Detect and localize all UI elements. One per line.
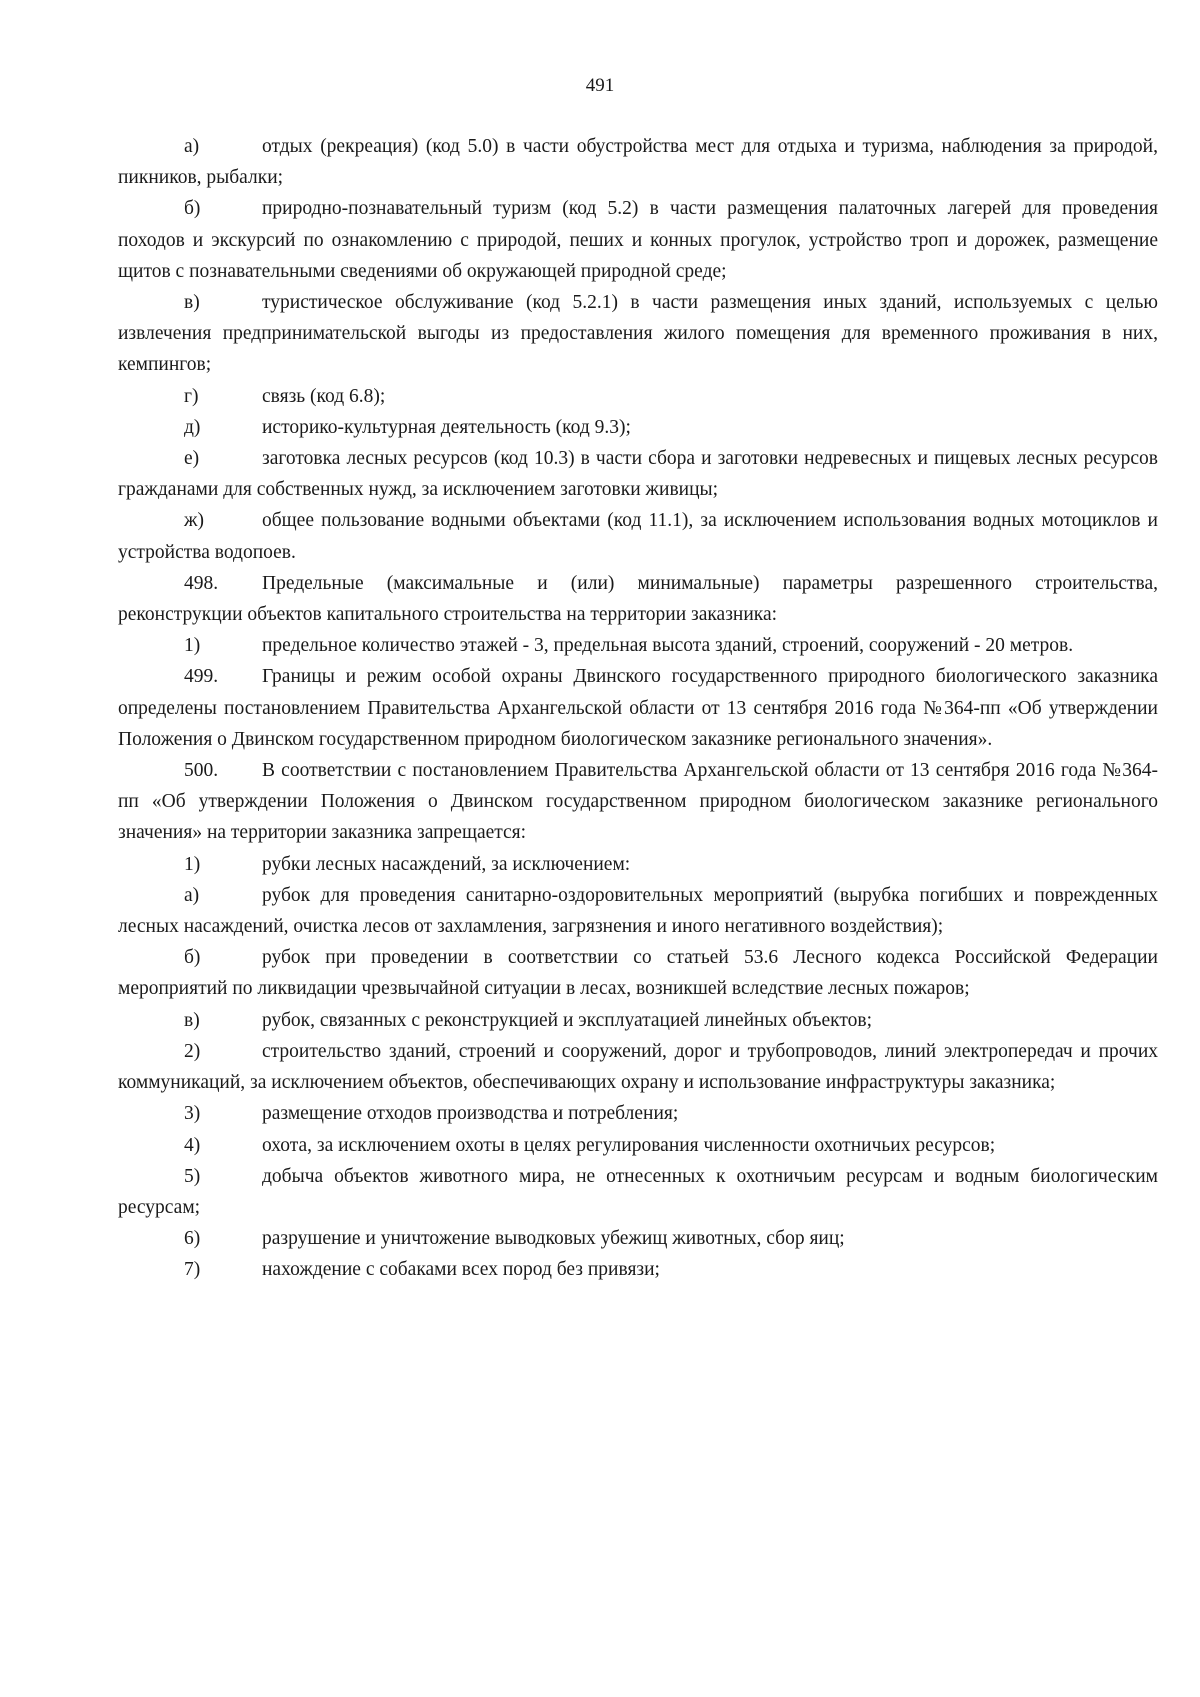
article-number: 500. [184,760,219,782]
list-item [118,1130,1158,1161]
list-item [118,630,1158,661]
list-item-text: нахождение с собаками всех пород без привязи; [262,1259,660,1281]
document-body [118,131,1158,1286]
article-text: В соответствии с постановлением Правительства Архангельской области от 13 сентября 2016 года №364-пп «Об утверждении Положения о Двинском государственном природном биологическом заказнике регионального значения» на территории заказника запрещается: [118,760,1158,844]
list-item-text: заготовка лесных ресурсов (код 10.3) в части сбора и заготовки недревесных и пищевых лесных ресурсов гражданами для собственных нужд, за исключением заготовки живицы; [118,448,1158,501]
list-item-text: размещение отходов производства и потребления; [262,1103,679,1125]
page-number: 491 [585,75,615,96]
list-item-text: рубки лесных насаждений, за исключением: [262,853,631,875]
list-marker: 1) [184,635,201,657]
list-marker: д) [184,416,201,438]
list-marker: 2) [184,1040,201,1062]
list-item-text: охота, за исключением охоты в целях регулирования численности охотничьих ресурсов; [262,1134,996,1156]
list-marker: в) [184,292,200,314]
list-item [118,849,1158,880]
list-marker: г) [184,385,199,407]
list-item-text: историко-культурная деятельность (код 9.3); [262,416,631,438]
list-item-text: связь (код 6.8); [262,385,386,407]
list-item-text: разрушение и уничтожение выводковых убежищ животных, сбор яиц; [262,1228,845,1250]
list-item-text: рубок, связанных с реконструкцией и эксплуатацией линейных объектов; [262,1009,873,1031]
list-item [118,193,1158,287]
article-paragraph [118,568,1158,630]
article-paragraph [118,661,1158,755]
list-item [118,505,1158,567]
list-item [118,412,1158,443]
article-text: Предельные (максимальные и (или) минимальные) параметры разрешенного строительства, реконструкции объектов капитального строительства на территории заказника: [118,572,1158,626]
list-item [118,1036,1158,1098]
list-item [118,287,1158,381]
list-marker: 1) [184,853,201,875]
list-item-text: предельное количество этажей - 3, предельная высота зданий, строений, сооружений - 20 метров. [262,635,1074,657]
list-item [118,1098,1158,1129]
list-marker: б) [184,198,201,220]
list-item-text: рубок при проведении в соответствии со статьей 53.6 Лесного кодекса Российской Федерации мероприятий по ликвидации чрезвычайной ситуации в лесах, возникшей вследствие лесных пожаров; [118,947,1158,1000]
list-marker: е) [184,448,200,470]
list-item [118,131,1158,193]
list-item [118,1005,1158,1036]
list-marker: 7) [184,1259,201,1281]
list-marker: б) [184,947,201,969]
list-item-text: отдых (рекреация) (код 5.0) в части обустройства мест для отдыха и туризма, наблюдения за природой, пикников, рыбалки; [118,136,1158,189]
list-item [118,1223,1158,1254]
list-marker: 5) [184,1165,201,1187]
list-item-text: туристическое обслуживание (код 5.2.1) в части размещения иных зданий, используемых с целью извлечения предпринимательской выгоды из предоставления жилого помещения для временного проживания в них, кемпингов; [118,292,1158,376]
list-marker: 3) [184,1103,201,1125]
list-item [118,443,1158,505]
list-marker: 6) [184,1228,201,1250]
list-marker: а) [184,884,200,906]
list-marker: а) [184,136,200,157]
list-marker: 4) [184,1134,201,1156]
list-item [118,942,1158,1004]
list-item [118,381,1158,412]
list-marker: ж) [184,510,204,532]
article-number: 499. [184,666,219,688]
list-item [118,1254,1158,1285]
list-item-text: добыча объектов животного мира, не отнесенных к охотничьим ресурсам и водным биологическим ресурсам; [118,1165,1158,1218]
list-item-text: общее пользование водными объектами (код 11.1), за исключением использования водных мотоциклов и устройства водопоев. [118,510,1158,563]
list-item [118,880,1158,942]
list-item [118,1161,1158,1223]
list-item-text: строительство зданий, строений и сооружений, дорог и трубопроводов, линий электропередач и прочих коммуникаций, за исключением объектов, обеспечивающих охрану и использование инфраструктуры заказника; [118,1040,1158,1094]
list-marker: в) [184,1009,200,1031]
article-text: Границы и режим особой охраны Двинского государственного природного биологического заказника определены постановлением Правительства Архангельской области от 13 сентября 2016 года №364-пп «Об утверждении Положения о Двинском государственном природном биологическом заказнике регионального значения». [118,666,1158,750]
article-number: 498. [184,572,219,594]
list-item-text: природно-познавательный туризм (код 5.2) в части размещения палаточных лагерей для проведения походов и экскурсий по ознакомлению с природой, пеших и конных прогулок, устройство троп и дорожек, размещение щитов с познавательными сведениями об окружающей природной среде; [118,198,1158,282]
list-item-text: рубок для проведения санитарно-оздоровительных мероприятий (вырубка погибших и поврежденных лесных насаждений, очистка лесов от захламления, загрязнения и иного негативного воздействия); [118,884,1158,938]
article-paragraph [118,755,1158,849]
